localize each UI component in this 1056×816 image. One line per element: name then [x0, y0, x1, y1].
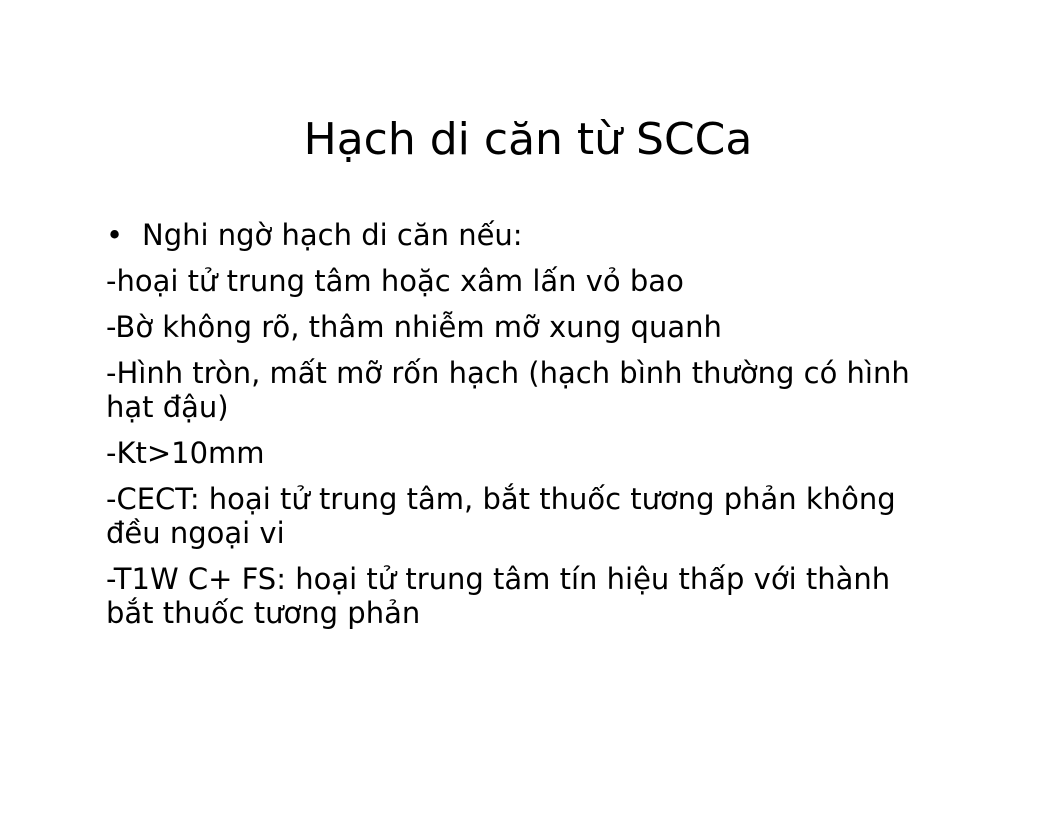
slide-content	[106, 218, 946, 630]
criteria-line-5: -CECT: hoại tử trung tâm, bắt thuốc tương phản không đều ngoại vi	[106, 482, 896, 550]
criteria-line-2: -Bờ không rõ, thâm nhiễm mỡ xung quanh	[106, 310, 722, 344]
criteria-line-4: -Kt>10mm	[106, 436, 265, 470]
criteria-line-6: -T1W C+ FS: hoại tử trung tâm tín hiệu thấp với thành bắt thuốc tương phản	[106, 562, 891, 630]
bullet-item	[106, 218, 946, 252]
bullet-icon: •	[106, 218, 124, 252]
criteria-line-1: -hoại tử trung tâm hoặc xâm lấn vỏ bao	[106, 264, 684, 298]
slide-title: Hạch di căn từ SCCa	[303, 114, 753, 165]
criteria-line-3: -Hình tròn, mất mỡ rốn hạch (hạch bình thường có hình hạt đậu)	[106, 356, 910, 424]
bullet-text: Nghi ngờ hạch di căn nếu:	[142, 218, 523, 252]
